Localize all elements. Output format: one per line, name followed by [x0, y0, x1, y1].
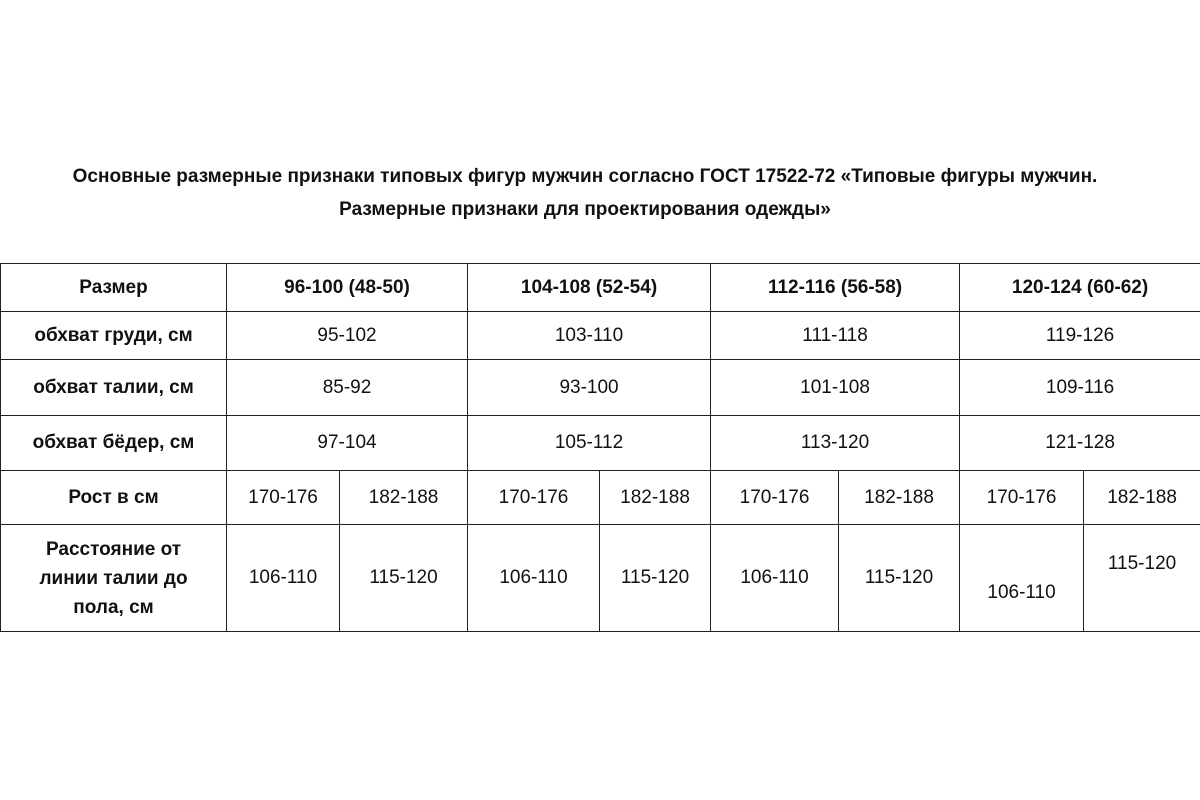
waist-label: обхват талии, см: [1, 360, 227, 416]
size-header: 112-116 (56-58): [711, 264, 960, 312]
distance-value: 106-110: [987, 582, 1056, 603]
distance-value: 115-120: [839, 525, 960, 632]
hips-value: 105-112: [468, 416, 711, 471]
title-line-1: Основные размерные признаки типовых фигур мужчин согласно ГОСТ 17522-72 «Типовые фигуры мужчин.: [72, 166, 1098, 187]
height-value: 170-176: [960, 471, 1084, 525]
height-row: [1, 471, 1200, 525]
distance-value: 115-120: [600, 525, 711, 632]
distance-label-line-1: Расстояние от: [45, 538, 182, 560]
height-value: 182-188: [600, 471, 711, 525]
height-value: 182-188: [839, 471, 960, 525]
hips-value: 113-120: [711, 416, 960, 471]
hips-value: 97-104: [227, 416, 468, 471]
chest-label: обхват груди, см: [1, 312, 227, 360]
document-title: [0, 160, 1170, 226]
height-value: 182-188: [340, 471, 468, 525]
distance-label: [1, 525, 227, 632]
chest-value: 119-126: [960, 312, 1200, 360]
size-label: Размер: [1, 264, 227, 312]
distance-row: [1, 525, 1200, 632]
distance-value-cell: [1084, 525, 1200, 632]
height-value: 170-176: [468, 471, 600, 525]
distance-value: 115-120: [340, 525, 468, 632]
chest-value: 111-118: [711, 312, 960, 360]
waist-value: 109-116: [960, 360, 1200, 416]
chest-value: 103-110: [468, 312, 711, 360]
size-header: 120-124 (60-62): [960, 264, 1200, 312]
distance-label-line-2: линии талии до: [39, 567, 188, 589]
hips-value: 121-128: [960, 416, 1200, 471]
height-value: 170-176: [227, 471, 340, 525]
distance-value: 106-110: [227, 525, 340, 632]
distance-label-line-3: пола, см: [73, 596, 154, 618]
size-header: 104-108 (52-54): [468, 264, 711, 312]
distance-value: 106-110: [711, 525, 839, 632]
waist-value: 101-108: [711, 360, 960, 416]
chest-value: 95-102: [227, 312, 468, 360]
header-row: [1, 264, 1200, 312]
height-value: 182-188: [1084, 471, 1200, 525]
waist-row: [1, 360, 1200, 416]
size-table: [0, 263, 1200, 632]
hips-row: [1, 416, 1200, 471]
height-label: Рост в см: [1, 471, 227, 525]
title-line-2: Размерные признаки для проектирования одежды»: [339, 199, 831, 220]
distance-value: 106-110: [468, 525, 600, 632]
distance-value-cell: [960, 525, 1084, 632]
waist-value: 85-92: [227, 360, 468, 416]
size-header: 96-100 (48-50): [227, 264, 468, 312]
waist-value: 93-100: [468, 360, 711, 416]
distance-value: 115-120: [1107, 553, 1177, 574]
chest-row: [1, 312, 1200, 360]
height-value: 170-176: [711, 471, 839, 525]
hips-label: обхват бёдер, см: [1, 416, 227, 471]
